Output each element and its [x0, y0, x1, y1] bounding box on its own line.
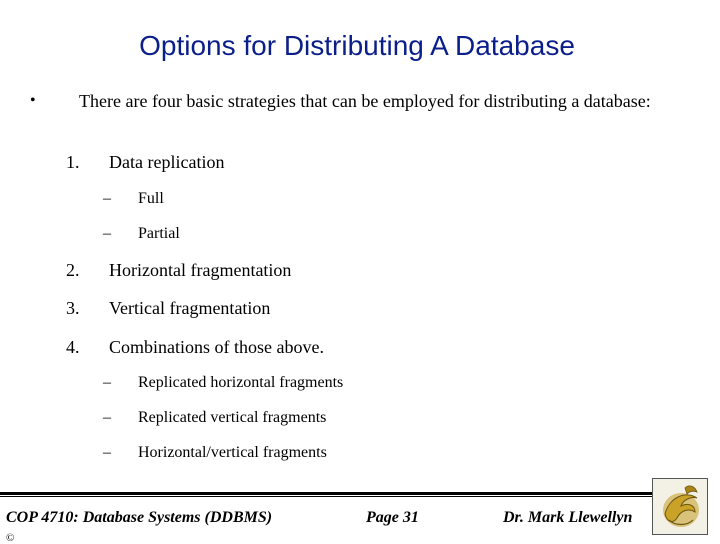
sub-item-label: Partial: [138, 225, 180, 242]
sub-item-label: Replicated horizontal fragments: [138, 374, 344, 391]
footer-author: Dr. Mark Llewellyn: [503, 509, 633, 526]
item-number: 3.: [66, 298, 80, 318]
intro-text: There are four basic strategies that can be employed for distributing a database:: [79, 91, 651, 111]
item-number: 4.: [66, 337, 80, 357]
item-number: 2.: [66, 260, 80, 280]
item-number: 1.: [66, 152, 80, 172]
footer-page-number: Page 31: [366, 509, 419, 526]
item-label: Combinations of those above.: [109, 337, 324, 357]
sub-dash: –: [103, 444, 111, 461]
pegasus-logo-icon: [655, 480, 705, 532]
footer-divider-thin: [0, 496, 660, 497]
sub-dash: –: [103, 374, 111, 391]
sub-dash: –: [103, 409, 111, 426]
sub-item-label: Replicated vertical fragments: [138, 409, 327, 426]
slide-title: Options for Distributing A Database: [139, 30, 575, 61]
sub-dash: –: [103, 190, 111, 207]
sub-item-label: Full: [138, 190, 164, 207]
footer-course: COP 4710: Database Systems (DDBMS): [6, 509, 273, 526]
sub-item-label: Horizontal/vertical fragments: [138, 444, 327, 461]
item-label: Horizontal fragmentation: [109, 260, 292, 280]
footer-divider: [0, 492, 660, 495]
sub-dash: –: [103, 225, 111, 242]
item-label: Data replication: [109, 152, 225, 172]
bullet-marker: •: [30, 92, 36, 109]
copyright-symbol: ©: [6, 532, 15, 544]
item-label: Vertical fragmentation: [109, 298, 271, 318]
